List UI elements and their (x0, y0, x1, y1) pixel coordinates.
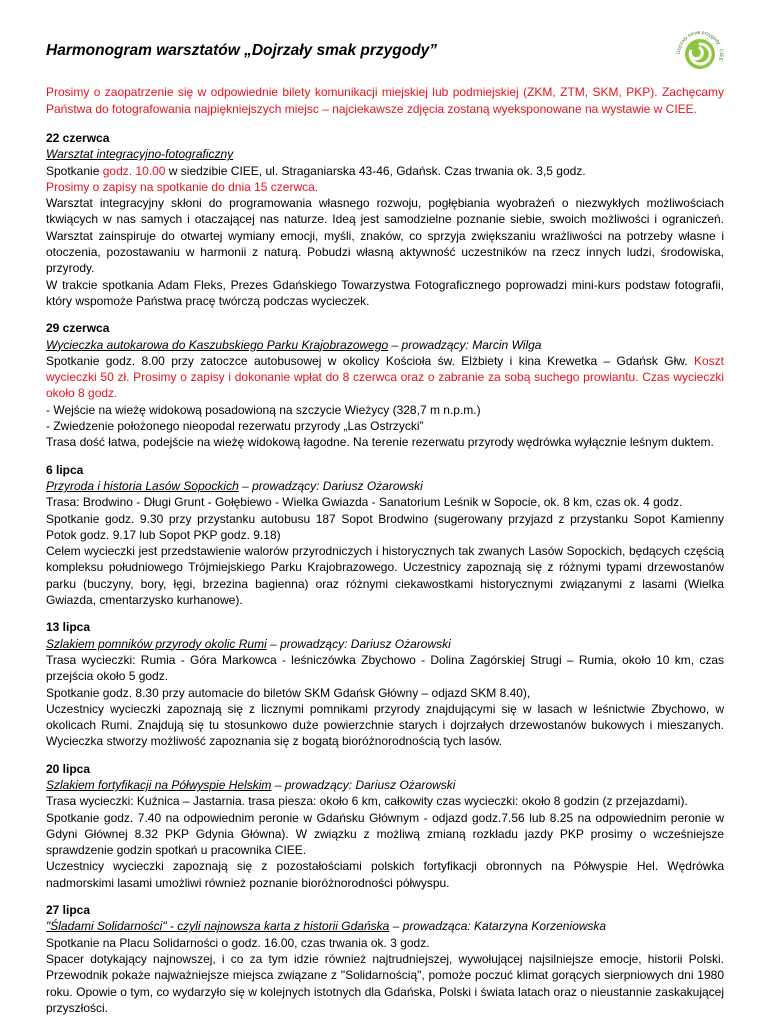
event-section-13-july (46, 619, 724, 749)
event-date: 20 lipca (46, 761, 91, 776)
intro-notice (46, 84, 724, 118)
event-meeting: Spotkanie na Placu Solidarności o godz. 16.00, czas trwania ok. 3 godz. (46, 935, 430, 950)
event-guide: – prowadząca: Katarzyna Korzeniowska (389, 919, 607, 934)
meeting-time: godz. 10.00 (102, 163, 166, 178)
event-title (46, 478, 724, 494)
document-page (46, 29, 725, 1027)
event-guide: – prowadzący: Dariusz Ożarowski (238, 478, 423, 493)
event-meeting: Spotkanie godz. 8.30 przy automacie do biletów SKM Gdańsk Główny – odjazd SKM 8.40), (46, 685, 531, 700)
event-section-20-july (46, 761, 724, 891)
event-notice: Koszt wycieczki 50 zł. Prosimy o zapisy i dokonanie wpłat do 8 czerwca oraz o zabranie za sobą suchego prowiantu. Czas wycieczki około 8 godz. (46, 353, 724, 401)
document-title: Harmonogram warsztatów „Dojrzały smak przygody” (46, 42, 438, 59)
event-guide: – prowadzący: Marcin Wilga (388, 337, 542, 352)
event-route: Trasa wycieczki: Kuźnica – Jastarnia. trasa piesza: około 6 km, całkowity czas wycieczki: około 8 godzin (z przejazdami). (46, 794, 688, 809)
event-item: - Wejście na wieżę widokową posadowioną na szczycie Wieżycy (328,7 m n.p.m.) (46, 402, 481, 417)
event-name: Przyroda i historia Lasów Sopockich (46, 478, 239, 493)
event-date: 27 lipca (46, 903, 91, 918)
event-description: Spacer dotykający najnowszej, i co za tym idzie również najtrudniejszej, wywołującej najsilniejsze emocje, historii Polski. Przewodnik pokaże najważniejsze miejsca związane z "Solidarnością", pomoże poczuć klimat gorących sierpniowych dni 1980 roku. Opowie o tym, co wydarzyło się w kolejnych istotnych dla Gdańska, Polski i świata latach oraz o nieustannie zaskakującej przyszłości. (46, 951, 724, 1015)
event-name: Szlakiem pomników przyrody okolic Rumi (46, 636, 267, 651)
event-section-27-july (46, 902, 724, 1016)
event-title (46, 146, 724, 162)
event-section-6-july (46, 462, 724, 609)
intro-text: Prosimy o zaopatrzenie się w odpowiednie bilety komunikacji miejskiej lub podmiejskiej (ZKM, ZTM, SKM, PKP). Zachęcamy Państwa do fotografowania najpiękniejszych miejsc – najciekawsze zdjęcia zostaną wyeksponowane na wystawie w CIEE. (46, 85, 724, 116)
event-meeting: Spotkanie godz. 9.30 przy przystanku autobusu 187 Sopot Brodwino (sugerowany przyjazd z przystanku Sopot Kamienny Potok godz. 9.17 lub Sopot PKP godz. 9.18) (46, 511, 724, 542)
event-description: Uczestnicy wycieczki zapoznają się z pozostałościami polskich fortyfikacji obronnych na Półwyspie Hel. Wędrówka nadmorskimi lasami umożliwi również poznanie bioróżnorodności półwyspu. (46, 859, 724, 890)
event-section-29-june (46, 320, 724, 450)
event-description: Trasa dość łatwa, podejście na wieżę widokową łagodne. Na terenie rezerwatu przyrody wędrówka wyłącznie leśnym duktem. (46, 435, 714, 450)
event-section-22-june (46, 130, 724, 309)
event-name: Warsztat integracyjno-fotograficzny (46, 147, 234, 162)
event-guide: – prowadzący: Dariusz Ożarowski (271, 777, 456, 792)
header (46, 29, 725, 84)
event-title (46, 636, 724, 652)
event-meeting: Spotkanie godz. 7.40 na odpowiednim peronie w Gdańsku Głównym - odjazd godz.7.56 lub 8.25 na odpowiednim peronie w Gdyni Głównej 8.32 PKP Gdynia Główna). W związku z możliwą zmianą rozkładu jazdy PKP prosimy o wcześniejsze sprawdzenie godzin spotkań u pracownika CIEE. (46, 810, 724, 858)
event-guide: – prowadzący: Dariusz Ożarowski (266, 636, 451, 651)
event-description-2: W trakcie spotkania Adam Fleks, Prezes Gdańskiego Towarzystwa Fotograficznego poprowadzi mini-kurs podstaw fotografii, który wspomoże Państwa pracę twórczą podczas wycieczek. (46, 277, 724, 308)
meeting-prefix: Spotkanie (46, 163, 103, 178)
event-notice: Prosimy o zapisy na spotkanie do dnia 15 czerwca. (46, 179, 319, 194)
event-meeting (46, 163, 724, 179)
meeting-location: w siedzibie CIEE, ul. Straganiarska 43-46, Gdańsk. Czas trwania ok. 3,5 godz. (165, 163, 586, 178)
event-route: Trasa: Brodwino - Długi Grunt - Gołębiewo - Wielka Gwiazda - Sanatorium Leśnik w Sopocie, ok. 8 km, czas ok. 4 godz. (46, 495, 683, 510)
event-title (46, 777, 724, 793)
ciee-spiral-logo-icon (670, 24, 730, 84)
event-date: 6 lipca (46, 462, 84, 477)
event-name: Wycieczka autokarowa do Kaszubskiego Parku Krajobrazowego (46, 337, 389, 352)
event-date: 29 czerwca (46, 321, 110, 336)
event-description: Warsztat integracyjny skłoni do programowania własnego rozwoju, pogłębiania wyobrażeń o niezwykłych możliwościach tkwiących w nas samych i otaczającej nas naturze. Ideą jest samodzielne poznanie siebie, swoich możliwości i ograniczeń. Warsztat zainspiruje do otwartej wymiany emocji, myśli, znaków, co sprzyja zwiększaniu wrażliwości na potrzeby własne i otoczenia, pozostawaniu w harmonii z naturą. Pobudzi własną aktywność uczestników na rzecz innych ludzi, środowiska, przyrody. (46, 196, 724, 276)
event-meeting (46, 353, 724, 402)
event-title (46, 337, 724, 353)
logo-text: Dojrzały smak przygody · CIEE (675, 29, 725, 62)
event-date: 13 lipca (46, 620, 91, 635)
event-description: Uczestnicy wycieczki zapoznają się z licznymi pomnikami przyrody znajdującymi się w lasach w leśnictwie Zbychowo, w okolicach Rumi. Znajdują się tu stosunkowo duże powierzchnie starych i dojrzałych drzewostanów bukowych i mieszanych. Wycieczka stworzy możliwość zapoznania się z bogatą bioróżnorodnością tych lasów. (46, 701, 724, 749)
event-description: Celem wycieczki jest przedstawienie walorów przyrodniczych i historycznych tak zwanych Lasów Sopockich, będących częścią kompleksu południowego Trójmiejskiego Parku Krajobrazowego. Uczestnicy zapoznają się z różnymi typami drzewostanów parku (buczyny, bory, łęgi, brzezina bagienna) oraz różnymi ciekawostkami historycznymi związanymi z lasami (Wielka Gwiazda, cmentarzysko kurhanowe). (46, 544, 724, 608)
event-route: Trasa wycieczki: Rumia - Góra Markowca - leśniczówka Zbychowo - Dolina Zagórskiej Strugi – Rumia, około 10 km, czas przejścia około 5 godz. (46, 652, 724, 684)
event-item: - Zwiedzenie położonego nieopodal rezerwatu przyrody „Las Ostrzycki” (46, 419, 424, 434)
event-date: 22 czerwca (46, 131, 110, 145)
meeting-info: Spotkanie godz. 8.00 przy zatoczce autobusowej w okolicy Kościoła św. Elżbiety i kina Krewetka – Gdańsk Głw. (46, 353, 694, 368)
event-name: Szlakiem fortyfikacji na Półwyspie Helskim (46, 777, 272, 792)
event-name: "Śladami Solidarności" - czyli najnowsza karta z historii Gdańska (46, 919, 390, 934)
event-title (46, 918, 724, 934)
